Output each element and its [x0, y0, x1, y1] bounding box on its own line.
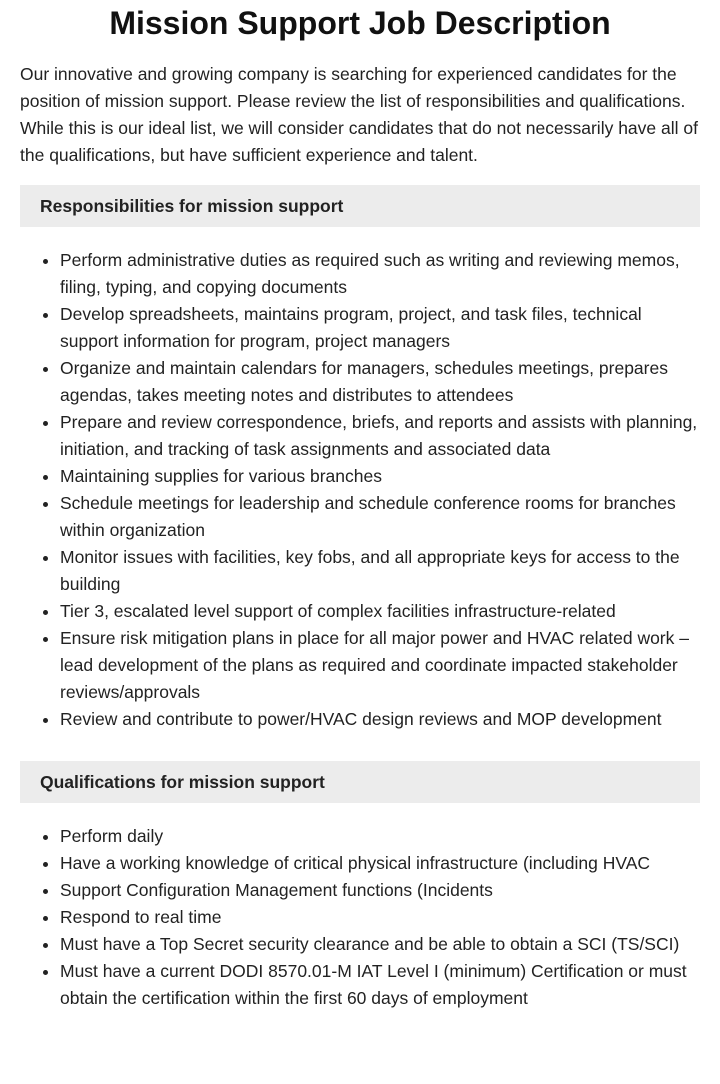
list-item: • Monitor issues with facilities, key fobs, and all appropriate keys for access to the building	[60, 544, 700, 598]
list-item: • Have a working knowledge of critical physical infrastructure (including HVAC	[60, 850, 700, 877]
list-item: • Organize and maintain calendars for managers, schedules meetings, prepares agendas, takes meeting notes and distributes to attendees	[60, 355, 700, 409]
list-item: • Schedule meetings for leadership and schedule conference rooms for branches within organization	[60, 490, 700, 544]
list-item: • Support Configuration Management functions (Incidents	[60, 877, 700, 904]
intro-paragraph: Our innovative and growing company is searching for experienced candidates for the position of mission support. Please review the list of responsibilities and qualifications. While this is our ideal list, we will consider candidates that do not necessarily have all of the qualifications, but have sufficient experience and talent.	[20, 64, 698, 165]
list-item: • Perform administrative duties as required such as writing and reviewing memos, filing, typing, and copying documents	[60, 247, 700, 301]
list-item: • Must have a Top Secret security clearance and be able to obtain a SCI (TS/SCI)	[60, 931, 700, 958]
list-item: • Respond to real time	[60, 904, 700, 931]
list-item: • Perform daily	[60, 823, 700, 850]
list-item: • Must have a current DODI 8570.01-M IAT Level I (minimum) Certification or must obtain the certification within the first 60 days of employment	[60, 958, 700, 1012]
list-item: • Tier 3, escalated level support of complex facilities infrastructure-related	[60, 598, 700, 625]
responsibilities-heading: Responsibilities for mission support	[20, 185, 700, 227]
section-spacer	[20, 733, 700, 745]
list-item: • Prepare and review correspondence, briefs, and reports and assists with planning, initiation, and tracking of task assignments and associated data	[60, 409, 700, 463]
list-item: • Maintaining supplies for various branches	[60, 463, 700, 490]
list-item: • Develop spreadsheets, maintains program, project, and task files, technical support information for program, project managers	[60, 301, 700, 355]
list-item: • Review and contribute to power/HVAC design reviews and MOP development	[60, 706, 700, 733]
page-title: Mission Support Job Description	[109, 5, 611, 41]
list-item: • Ensure risk mitigation plans in place for all major power and HVAC related work – lead development of the plans as required and coordinate impacted stakeholder reviews/approvals	[60, 625, 700, 706]
qualifications-list	[20, 823, 700, 1012]
responsibilities-list	[20, 247, 700, 733]
qualifications-heading: Qualifications for mission support	[20, 761, 700, 803]
